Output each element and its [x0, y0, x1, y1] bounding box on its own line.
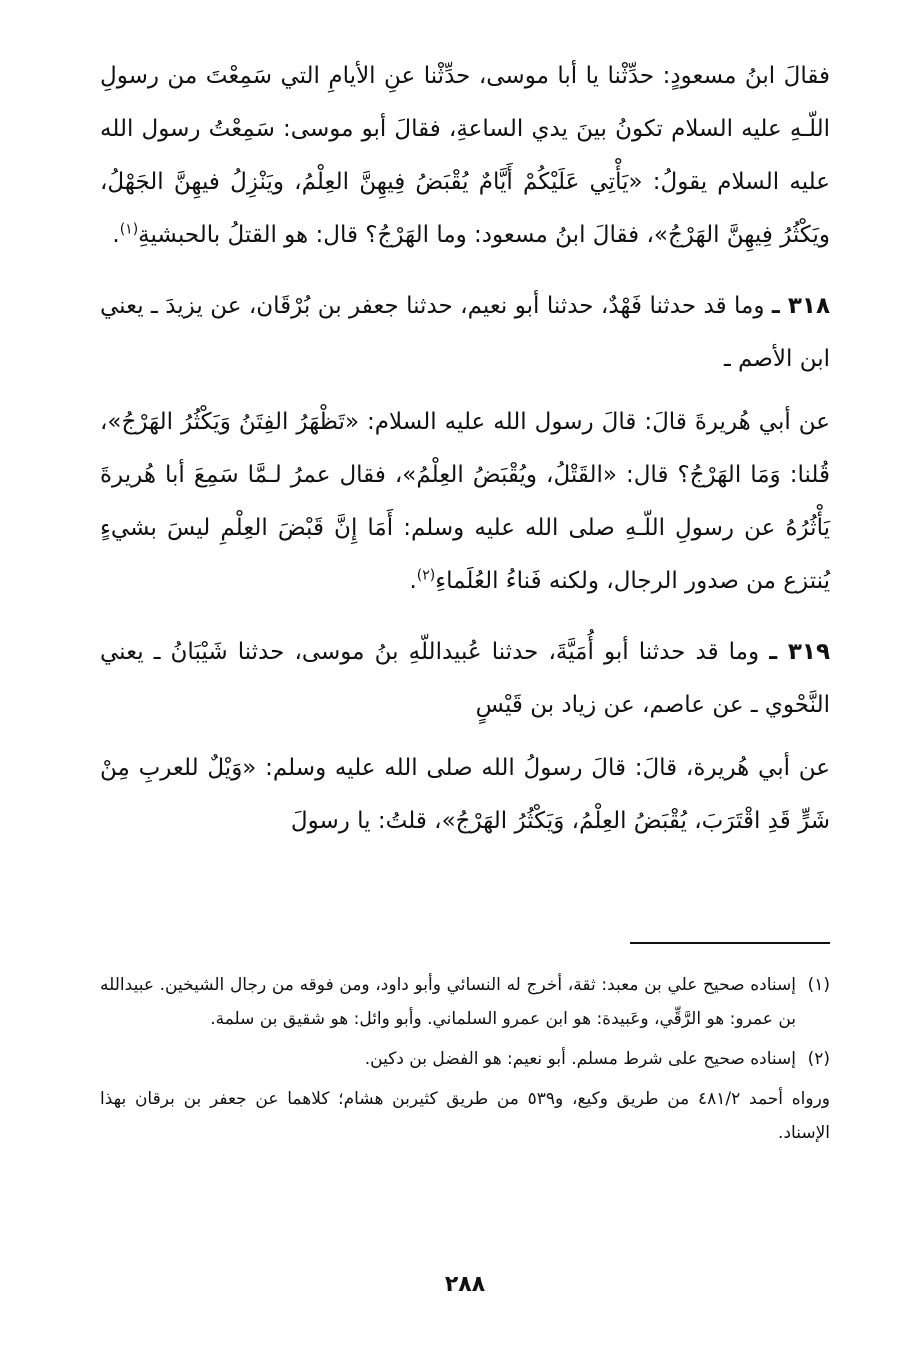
footnote-ref-2: (٢) — [416, 567, 436, 584]
footnote-mark: (٢) — [807, 1049, 830, 1069]
matn-text: عن أبي هُريرةَ قالَ: قالَ رسول الله عليه السلام: «تَظْهَرُ الفِتَنُ وَيَكْثُرُ الهَرْجُ»، قُلنا: وَمَا الهَرْجُ؟ قال: «القَتْلُ، ويُقْبَضُ العِلْمُ»، فقال عمرُ لـمَّا سَمِعَ أبا هُريرةَ يَأْثُرُهُ عن رسولِ اللّـهِ صلى الله عليه وسلم: أَمَا إِنَّ قَبْضَ العِلْمِ ليسَ بشيءٍ يُنتزع من صدور الرجال، ولكنه فَناءُ العُلَماءِ — [100, 409, 830, 594]
footnote-mark: (١) — [807, 975, 830, 995]
footnote-text: إسناده صحيح على شرط مسلم. أبو نعيم: هو الفضل بن دكين. — [364, 1049, 796, 1069]
paragraph-hadith-317-end — [100, 50, 830, 262]
hadith-319-chain — [100, 626, 830, 732]
footnote-2 — [100, 1042, 830, 1076]
book-page — [100, 50, 830, 1330]
period: . — [409, 568, 417, 594]
period: . — [112, 222, 120, 248]
paragraph-text: فقالَ ابنُ مسعودٍ: حدِّثْنا يا أبا موسى، حدِّثْنا عنِ الأيامِ التي سَمِعْتَ من رسولِ اللّـهِ عليه السلام تكونُ بينَ يدي الساعةِ، فقالَ أبو موسى: سَمِعْتُ رسول الله عليه السلام يقولُ: «يَأْتِي عَلَيْكُمْ أَيَّامٌ يُقْبَضُ فِيهِنَّ العِلْمُ، ويَنْزِلُ فيهِنَّ الجَهْلُ، ويَكْثُرُ فِيهِنَّ الهَرْجُ»، فقالَ ابنُ مسعود: وما الهَرْجُ؟ قال: هو القتلُ بالحبشيةِ — [100, 63, 830, 248]
page-number: ٢٨٨ — [444, 1272, 486, 1297]
footnote-divider — [630, 942, 830, 944]
footnotes — [100, 968, 830, 1150]
footnote-text: إسناده صحيح علي بن معبد: ثقة، أخرج له النسائي وأبو داود، ومن فوقه من رجال الشيخين. عبيدالله بن عمرو: هو الرَّقِّي، وعَبيدة: هو ابن عمرو السلماني. وأبو وائل: هو شقيق بن سلمة. — [100, 975, 796, 1029]
footnote-1 — [100, 968, 830, 1036]
hadith-318-chain — [100, 280, 830, 386]
matn-text: عن أبي هُريرة، قالَ: قالَ رسولُ الله صلى الله عليه وسلم: «وَيْلٌ للعربِ مِنْ شَرٍّ قَدِ اقْتَرَبَ، يُقْبَضُ العِلْمُ، وَيَكْثُرُ الهَرْجُ»، قلتُ: يا رسولَ — [100, 755, 830, 834]
isnad-text: وما قد حدثنا فَهْدٌ، حدثنا أبو نعيم، حدثنا جعفر بن بُرْقَان، عن يزيدَ ـ يعني ابن الأصم ـ — [100, 293, 830, 372]
hadith-318-text — [100, 396, 830, 608]
hadith-319-text — [100, 742, 830, 848]
hadith-number: ٣١٩ ـ — [769, 639, 831, 665]
footnote-ref-1: (١) — [119, 221, 139, 238]
hadith-number: ٣١٨ ـ — [771, 293, 831, 319]
footnote-2-continuation: ورواه أحمد ٤٨١/٢ من طريق وكيع، و٥٣٩ من طريق كثيربن هشام؛ كلاهما عن جعفر بن برقان بهذا الإسناد. — [100, 1089, 830, 1143]
isnad-text: وما قد حدثنا أبو أُمَيَّةَ، حدثنا عُبيداللّهِ بنُ موسى، حدثنا شَيْبَانُ ـ يعني النَّحْوي ـ عن عاصم، عن زياد بن قَيْسٍ — [100, 639, 830, 718]
